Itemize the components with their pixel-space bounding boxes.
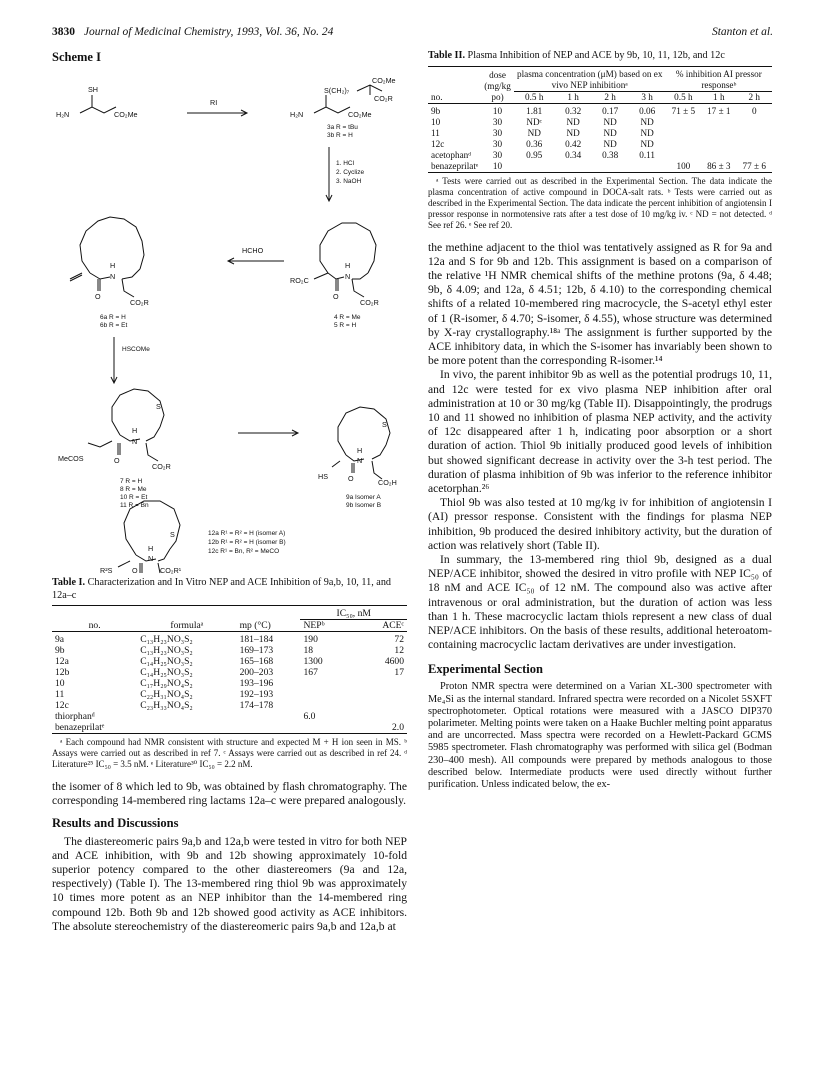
table1-cell <box>237 711 301 722</box>
p3-co2r-label: CO₂R <box>374 94 393 103</box>
m4-n-label: N <box>345 272 351 281</box>
table1-cell: C₁₃H₂₃NO₃S₂ <box>140 645 193 656</box>
m7-caption-4: 11 R = Bn <box>120 502 149 509</box>
step-2: 2. Cyclize <box>336 169 365 176</box>
table1-grid <box>52 605 407 734</box>
table1-row <box>52 667 407 678</box>
table2-cell <box>592 161 629 173</box>
left-para-results: The diastereomeric pairs 9a,b and 12a,b were tested in vitro for both NEP and ACE inhibition, with 9b and 12b showing approximately 10-fold superior potency compared to the other diastereomers (9a and 12a, respectively) (Table I). The 13-membered ring thiol 9b was approximately 10 times more potent as an NEP inhibitor than the 14-membered ring compound 12b. Both 9b and 12b showed good activity as ACE inhibitors. The absolute stereochemistry of the diastereomeric pairs 9a,b and 12a,b at <box>52 834 407 933</box>
starting-material <box>56 85 138 119</box>
table2-cell: ND <box>527 127 541 138</box>
m7-s-label: S <box>156 402 161 411</box>
step-3: 3. NaOH <box>336 178 362 185</box>
table1-label: Table I. <box>52 577 86 588</box>
table2-cell <box>737 117 773 128</box>
table1-cell <box>354 678 407 689</box>
table2-h-plasma: plasma concentration (μM) based on ex vivo NEP inhibitionᵃ <box>514 66 666 91</box>
table2-cell <box>701 150 736 161</box>
m12-h-label: H <box>148 544 154 553</box>
m6-caption-2: 6b R = Et <box>100 322 128 329</box>
experimental-body <box>428 681 772 791</box>
table2-cell: 12c <box>431 138 445 149</box>
right-para-4: In summary, the 13-membered ring thiol 9b, designed as a dual NEP/ACE inhibitor, showed the desired in vitro profile with NEP IC₅₀ of 18 nM and ACE IC₅₀ of 12 nM. The compound also was active after intravenous or oral administration, but the duration of action was less than 1 h. These macrocyclic lactam thiols represent a new class of dual NEP/ACE inhibitors. On the basis of these results, additional heteroatom-containing macrocyclic lactam derivatives are under investigation. <box>428 552 772 652</box>
table2-cell: 10 <box>492 105 503 116</box>
table1-cell <box>137 711 236 722</box>
table1-cell: 9a <box>55 634 65 645</box>
table2-cell: benazeprilatᵉ <box>431 160 479 171</box>
m4-co2r-label: CO₂R <box>360 298 379 307</box>
hcho-label: HCHO <box>242 246 264 255</box>
table2-time-header: 0.5 h <box>525 91 544 102</box>
m4-caption-2: 5 R = H <box>334 322 357 329</box>
table2-cell: 0.38 <box>602 149 619 160</box>
table1-cell: 10 <box>55 678 65 689</box>
table2-row <box>428 103 772 117</box>
table1-caption <box>52 577 407 602</box>
macrocycle-4 <box>290 223 379 329</box>
table2-grid <box>428 66 772 173</box>
table1-row <box>52 700 407 711</box>
table1-cell: 12 <box>394 645 404 656</box>
experimental-heading: Experimental Section <box>428 662 543 677</box>
sm-co2me-label: CO₂Me <box>114 110 138 119</box>
m12-co2r1-label: CO₂R¹ <box>160 566 182 575</box>
product-3 <box>290 76 396 139</box>
table1-cell <box>354 700 407 711</box>
journal-citation: Journal of Medicinal Chemistry, 1993, Vol. 36, No. 24 <box>83 26 334 38</box>
table2-cell: ND <box>603 127 617 138</box>
m4-caption-1: 4 R = Me <box>334 314 361 321</box>
right-body <box>428 241 772 653</box>
table2-cell: ND <box>566 116 580 127</box>
table2-cell: 0.32 <box>565 105 582 116</box>
table1-cell: benazeprilatᵉ <box>55 722 105 733</box>
p3-h2n-label: H₂N <box>290 110 304 119</box>
table1-row <box>52 656 407 667</box>
table1-row <box>52 722 407 734</box>
table1-cell: 200–203 <box>239 667 274 678</box>
table1-cell: 192–193 <box>239 689 274 700</box>
table2-cell <box>666 150 701 161</box>
table2-cell: 10 <box>431 116 441 127</box>
table1-cell: C₁₇H₂₉NO₄S₂ <box>140 678 193 689</box>
m4-ro2c-label: RO₂C <box>290 276 309 285</box>
m9-hs-label: HS <box>318 472 328 481</box>
left-column <box>52 50 407 934</box>
m6-caption-1: 6a R = H <box>100 314 126 321</box>
table2-cell: ND <box>640 116 654 127</box>
table2-cell: 30 <box>492 149 503 160</box>
macrocycle-7 <box>58 389 171 509</box>
table1-row <box>52 689 407 700</box>
table1-h-mp: mp (°C) <box>239 619 271 631</box>
table2-cell <box>514 161 555 173</box>
table2-time-header: 1 h <box>713 91 725 102</box>
table2-cell <box>629 161 666 173</box>
m7-caption-3: 10 R = Et <box>120 494 148 501</box>
m7-caption-2: 8 R = Me <box>120 486 147 493</box>
m7-mecos-label: MeCOS <box>58 454 84 463</box>
table2-cell: 10 <box>492 160 503 171</box>
table2-cell: 0.11 <box>639 149 656 160</box>
table1-cell: 165–168 <box>239 656 274 667</box>
table1-row <box>52 632 407 646</box>
p3-co2me-b-label: CO₂Me <box>348 110 372 119</box>
table1-cell <box>300 722 353 734</box>
p3-s-label: S(CH₂)₇ <box>324 86 350 95</box>
table1-cell <box>137 722 236 734</box>
table1-cell <box>237 722 301 734</box>
m9-s-label: S <box>382 420 387 429</box>
table2-cell <box>701 139 736 150</box>
table2-cell <box>666 139 701 150</box>
table1-cell: 174–178 <box>239 700 274 711</box>
table2-row <box>428 161 772 173</box>
m9-caption-1: 9a Isomer A <box>346 494 381 501</box>
left-para-intro: the isomer of 8 which led to 9b, was obtained by flash chromatography. The corresponding 14-membered ring lactams 12a–c were prepared analogously. <box>52 780 407 808</box>
table2-cell: 0.95 <box>526 149 543 160</box>
m9-o-label: O <box>348 474 354 483</box>
table2-caption-text: Plasma Inhibition of NEP and ACE by 9b, 10, 11, 12b, and 12c <box>467 50 725 61</box>
table2-cell: 17 ± 1 <box>707 105 731 116</box>
table2 <box>428 50 772 231</box>
table1-cell: 2.0 <box>392 722 404 733</box>
table1-cell: 12b <box>55 667 70 678</box>
p3-caption-2: 3b R = H <box>327 132 353 139</box>
arrow-ri-label: RI <box>210 98 218 107</box>
table2-footnote-text: ᵃ Tests were carried out as described in the Experimental Section. The data indicate the plasma concentration of active compound in DOCA-salt rats. ᵇ Tests were carried out as described in the Experimental Section. The data indicate the percent inhibition of angiotensin I pressor response in normotensive rats after a test dose of 10 mg/kg iv. ᶜ ND = not detected. ᵈ See ref 26. ᵉ See ref 20. <box>428 175 772 230</box>
table1-cell: 18 <box>303 645 314 656</box>
m9-h-label: H <box>357 446 363 455</box>
hscome-label: HSCOMe <box>122 346 150 353</box>
table2-cell <box>555 161 592 173</box>
table2-cell: 77 ± 6 <box>742 160 766 171</box>
m7-caption-1: 7 R = H <box>120 478 143 485</box>
table2-cell: 0.17 <box>602 105 619 116</box>
table2-cell: 11 <box>431 127 440 138</box>
running-authors: Stanton et al. <box>711 26 773 38</box>
m9-n-label: N <box>357 456 363 465</box>
table2-cell: 30 <box>492 116 503 127</box>
table2-cell: 30 <box>492 127 503 138</box>
table1-cell: 11 <box>55 689 65 700</box>
m6-h-label: H <box>110 261 116 270</box>
table1-cell <box>300 678 353 689</box>
table2-h-dose: dose (mg/kg po) <box>484 69 511 102</box>
table1-cell: 4600 <box>384 656 404 667</box>
table2-time-header: 1 h <box>567 91 579 102</box>
table2-row <box>428 150 772 161</box>
table2-cell <box>701 117 736 128</box>
table1-cell: C₁₄H₂₅NO₃S₂ <box>140 656 193 667</box>
table1-cell: 17 <box>394 667 404 678</box>
table1-h-no: no. <box>88 619 101 631</box>
table1-cell: thiorphanᵈ <box>55 711 95 722</box>
table1-cell <box>300 689 353 700</box>
table2-time-header: 0.5 h <box>674 91 693 102</box>
m7-o-label: O <box>114 456 120 465</box>
table1-footnote <box>52 737 407 770</box>
table1-footnote-text: ᵃ Each compound had NMR consistent with structure and expected M + H ion seen in MS. ᵇ Assays were carried out as described in ref 7. ᶜ Assays were carried out as described in ref 24. ᵈ Literature²⁵ IC₅₀ = 3.5 nM. ᵉ Literature³⁰ IC₅₀ = 2.2 nM. <box>52 737 407 769</box>
table2-time-header: 3 h <box>641 91 653 102</box>
p3-co2me-a-label: CO₂Me <box>372 76 396 85</box>
arrow-ri <box>187 98 247 116</box>
table1-cell: 167 <box>303 667 318 678</box>
table2-cell <box>666 128 701 139</box>
table2-cell: 1.81 <box>526 105 543 116</box>
sm-h2n-label: H₂N <box>56 110 70 119</box>
table1-row <box>52 711 407 722</box>
table1-row <box>52 645 407 656</box>
table2-cell: acetophanᵈ <box>431 149 472 160</box>
table1-h-formula: formulaᵃ <box>170 619 204 631</box>
table2-row <box>428 117 772 128</box>
table1-cell: C₁₃H₂₃NO₃S₂ <box>140 634 193 645</box>
table1-cell: 1300 <box>303 656 323 667</box>
table1-row <box>52 678 407 689</box>
step-1: 1. HCl <box>336 160 355 167</box>
table1-cell <box>354 711 407 722</box>
m9-caption-2: 9b Isomer B <box>346 502 382 509</box>
table1-cell: C₁₄H₂₅NO₃S₂ <box>140 667 193 678</box>
table1-cell: 181–184 <box>239 634 274 645</box>
right-para-3: Thiol 9b was also tested at 10 mg/kg iv for inhibition of angiotensin I (AI) pressor response. Consistent with the findings for plasma NEP inhibition, 9b produced the desired inhibitory activity, but the duration of action was relatively short (Table II). <box>428 496 772 552</box>
arrow-cyclize <box>326 147 365 201</box>
sm-sh-label: SH <box>88 85 98 94</box>
table2-cell: 100 <box>676 160 691 171</box>
m4-o-label: O <box>333 292 339 301</box>
table2-cell: 0.34 <box>565 149 582 160</box>
m12-r2s-label: R²S <box>100 566 113 575</box>
table1-caption-text: Characterization and In Vitro NEP and ACE Inhibition of 9a,b, 10, 11, and 12a–c <box>52 577 392 601</box>
m7-h-label: H <box>132 426 138 435</box>
table1-h-nep: NEPᵇ <box>303 620 325 631</box>
table1-cell: 190 <box>303 634 318 645</box>
table2-cell: 71 ± 5 <box>671 105 696 116</box>
table1-cell: C₂₃H₃₃NO₄S₂ <box>140 700 193 711</box>
table1-cell: 12a <box>55 656 69 667</box>
table2-cell: ND <box>603 116 617 127</box>
right-column <box>428 50 772 791</box>
table1-cell: 12c <box>55 700 69 711</box>
table1-cell: 72 <box>394 634 404 645</box>
table2-cell: ND <box>640 127 654 138</box>
table2-caption <box>428 50 772 63</box>
m12-caption-1: 12a R¹ = R² = H (isomer A) <box>208 530 286 537</box>
table1-cell <box>354 689 407 700</box>
table1-cell: 9b <box>55 645 65 656</box>
left-body <box>52 780 407 934</box>
table1-group-header: IC₅₀, nM <box>300 606 407 620</box>
macrocycle-12 <box>100 501 286 575</box>
table2-cell <box>701 128 736 139</box>
table2-cell: ND <box>603 138 617 149</box>
m12-n-label: N <box>148 554 154 563</box>
table2-cell: 0 <box>751 105 757 116</box>
table2-h-pct: % inhibition AI pressor responseᵇ <box>666 66 772 91</box>
table1-h-ace: ACEᶜ <box>382 620 404 631</box>
table2-cell: 0.42 <box>565 138 582 149</box>
table2-footnote <box>428 176 772 231</box>
m7-n-label: N <box>132 437 138 446</box>
scheme-title: Scheme I <box>52 50 101 64</box>
table1-cell: 193–196 <box>239 678 274 689</box>
scheme-diagram <box>52 65 407 575</box>
table2-row <box>428 139 772 150</box>
table1-cell: C₂₂H₃₁NO₄S₂ <box>140 689 193 700</box>
results-heading: Results and Discussions <box>52 816 179 831</box>
table2-cell <box>666 117 701 128</box>
table2-cell: NDᶜ <box>526 116 543 127</box>
table2-time-header: 2 h <box>748 91 760 102</box>
table1 <box>52 577 407 770</box>
arrow-hscome <box>111 337 150 383</box>
m7-co2r-label: CO₂R <box>152 462 171 471</box>
m12-s-label: S <box>170 530 175 539</box>
table2-cell <box>737 150 773 161</box>
table2-label: Table II. <box>428 50 465 61</box>
arrow-to-9 <box>238 430 298 436</box>
table1-cell: 6.0 <box>303 711 316 722</box>
m4-h-label: H <box>345 261 351 270</box>
table2-h-no: no. <box>431 91 443 102</box>
m12-caption-2: 12b R¹ = R² = H (isomer B) <box>208 539 286 546</box>
running-header <box>52 26 773 44</box>
experimental-para: Proton NMR spectra were determined on a Varian XL-300 spectrometer with Me₄Si as the internal standard. Infrared spectra were recorded on a Nicolet 5SXFT spectrophotometer. Optical rotations were measured with a JASCO DIP370 polarimeter. Melting points were taken on a Haake Buchler melting point apparatus and are uncorrected. Mass spectra were recorded on a Hewlett-Packard GCMS 5985 spectrometer. Flash chromatography was performed with silica gel (Bodman 230–400 mesh). All compounds were prepared by methods analogous to those described below. Intermediate products were used directly without further purification. Unless indicated below, the ex- <box>428 681 772 791</box>
m9-co2h-label: CO₂H <box>378 478 397 487</box>
m12-caption-3: 12c R¹ = Bn, R² = MeCO <box>208 548 280 555</box>
table2-cell: 9b <box>431 105 441 116</box>
m6-co2r-label: CO₂R <box>130 298 149 307</box>
p3-caption-1: 3a R = tBu <box>327 124 358 131</box>
table2-cell: ND <box>640 138 654 149</box>
table2-cell: 86 ± 3 <box>707 160 731 171</box>
arrow-hcho <box>228 246 284 264</box>
page-number: 3830 <box>52 26 75 38</box>
m6-o-label: O <box>95 292 101 301</box>
right-para-2: In vivo, the parent inhibitor 9b as well as the potential prodrugs 10, 11, and 12c were tested for ex vivo plasma NEP inhibition after oral administration at 10 or 30 mg/kg (Table II). Disappointingly, the prodrugs 10 and 11 showed no inhibition of plasma NEP activity, and the activity of 12c disappeared after 1 h, indicating poor absorption or a short duration of action. Thiol 9b initially produced good levels of inhibition but showed significant decrease in activity over the 3-h test period. The duration of plasma inhibition of 9b was inferior to the reference inhibitor acetorphan.²⁶ <box>428 368 772 495</box>
table1-cell: 169–173 <box>239 645 274 656</box>
macrocycle-9 <box>318 407 397 509</box>
table2-cell: ND <box>566 127 580 138</box>
m6-n-label: N <box>110 272 116 281</box>
macrocycle-6 <box>70 217 149 329</box>
table2-cell <box>737 128 773 139</box>
table1-cell <box>300 700 353 711</box>
table2-time-header: 2 h <box>604 91 616 102</box>
right-para-1: the methine adjacent to the thiol was tentatively assigned as R for 9a and 12a and S for 9b and 12b. This assignment is based on a comparison of the relative ¹H NMR chemical shifts of the methine protons (9a, δ 4.48; 9b, δ 4.09; and 12a, δ 4.51; 12b, δ 4.10) to the corresponding chemical shifts of a related 10-membered ring macrocycle, the S-acetyl ethyl ester of 1 (R-isomer, δ 4.70; S-isomer, δ 4.55), whose structure was determined by X-ray crystallography.¹⁸ᵃ The assignment is further supported by the ACE inhibitory data, in which the S-isomer has invariably been shown to be more potent than the corresponding R-isomer.¹⁴ <box>428 240 772 368</box>
table2-cell <box>737 139 773 150</box>
table2-cell: 0.06 <box>639 105 656 116</box>
table2-cell: 0.36 <box>526 138 543 149</box>
table2-cell: 30 <box>492 138 503 149</box>
table2-row <box>428 128 772 139</box>
m12-o-label: O <box>132 566 138 575</box>
